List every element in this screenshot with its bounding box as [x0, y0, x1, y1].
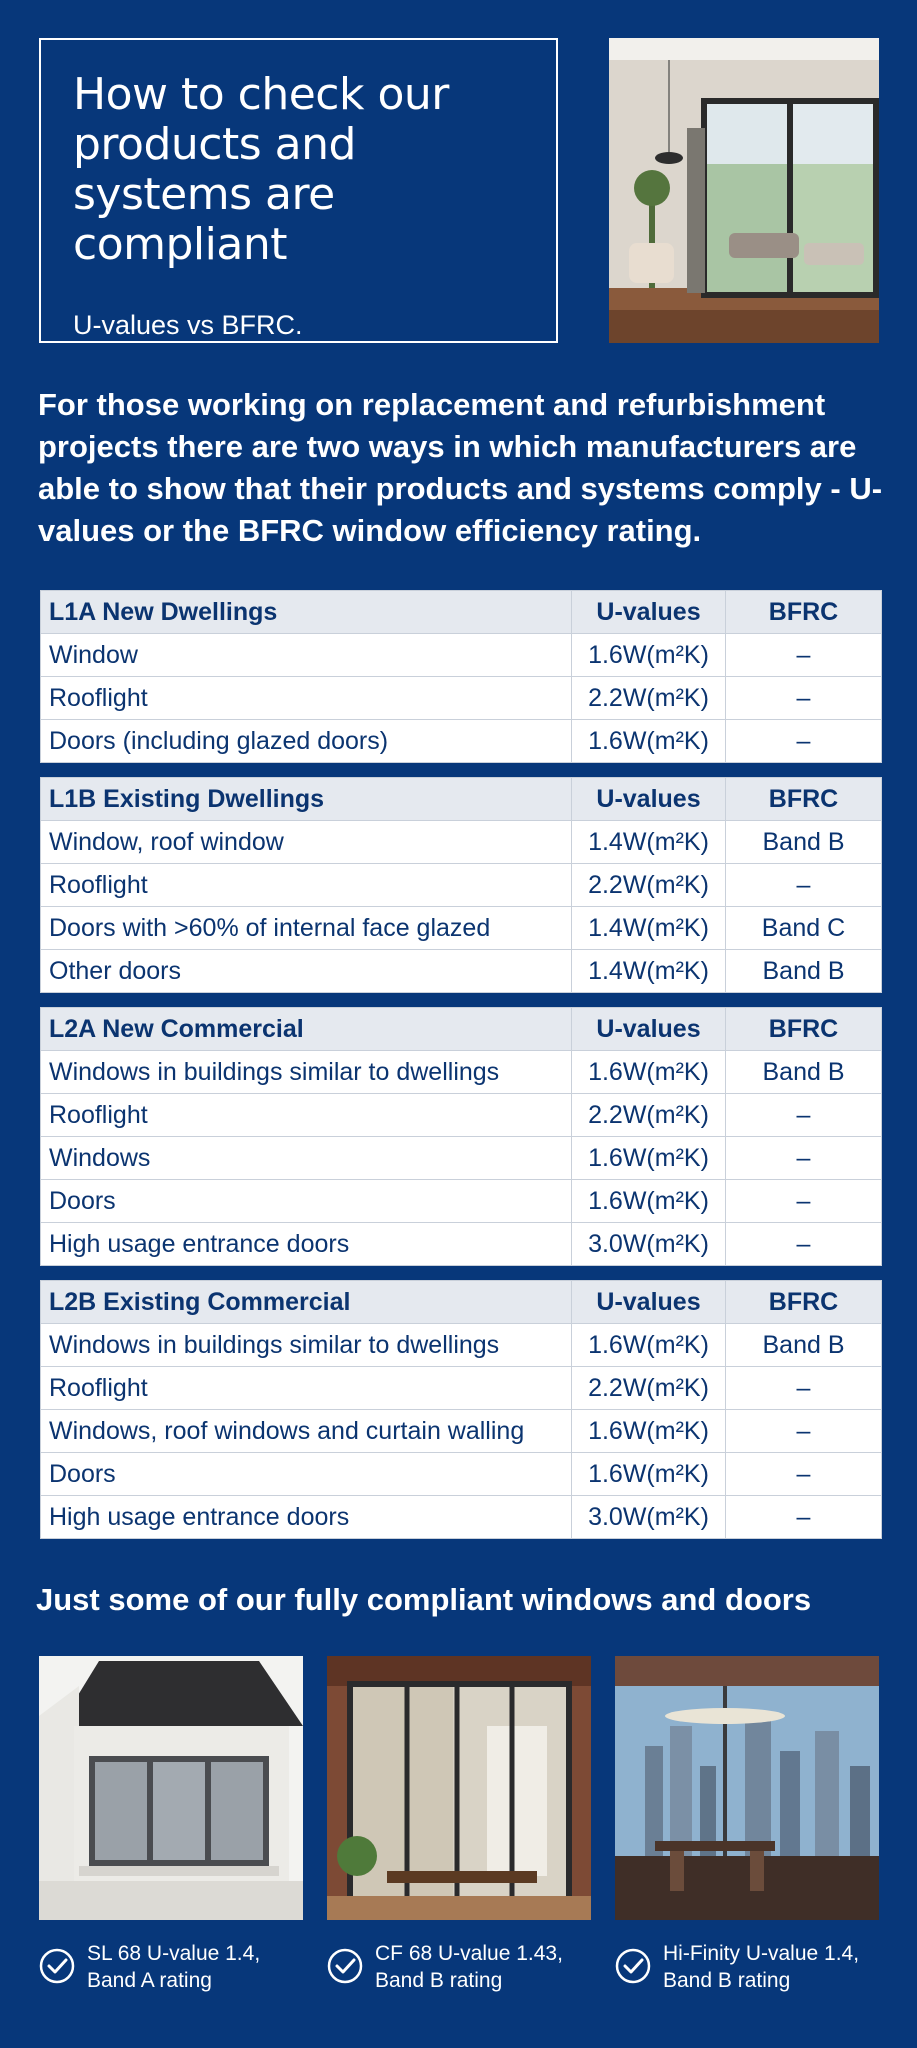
product-caption [39, 1940, 303, 1994]
product-card-sl68 [39, 1656, 303, 1994]
item-cell: Doors [41, 1453, 572, 1496]
table-row [41, 1137, 882, 1180]
item-cell: Windows in buildings similar to dwellings [41, 1324, 572, 1367]
bfrc-cell: – [726, 1367, 882, 1410]
table-row [41, 1223, 882, 1266]
item-cell: High usage entrance doors [41, 1223, 572, 1266]
bfrc-cell: – [726, 634, 882, 677]
item-cell: Doors (including glazed doors) [41, 720, 572, 763]
product-name-line: CF 68 U-value 1.43, [375, 1942, 563, 1965]
bfrc-cell: – [726, 677, 882, 720]
u-values-header: U-values [572, 1008, 726, 1051]
table-header-row [41, 778, 882, 821]
item-cell: Rooflight [41, 864, 572, 907]
bfrc-header: BFRC [726, 591, 882, 634]
table-row [41, 1051, 882, 1094]
item-cell: Window [41, 634, 572, 677]
check-circle-icon [39, 1948, 75, 1984]
bfrc-cell: – [726, 1496, 882, 1539]
table-row [41, 864, 882, 907]
bfrc-cell: Band B [726, 950, 882, 993]
product-photo-bay-window [39, 1656, 303, 1920]
u-value-cell: 1.6W(m²K) [572, 634, 726, 677]
table-heading: L1A New Dwellings [41, 591, 572, 634]
bfrc-cell: – [726, 1410, 882, 1453]
item-cell: Rooflight [41, 1367, 572, 1410]
product-caption [327, 1940, 591, 1994]
u-value-cell: 2.2W(m²K) [572, 677, 726, 720]
item-cell: High usage entrance doors [41, 1496, 572, 1539]
u-value-cell: 3.0W(m²K) [572, 1496, 726, 1539]
product-rating-line: Band B rating [375, 1969, 503, 1992]
u-value-cell: 1.6W(m²K) [572, 1180, 726, 1223]
u-values-header: U-values [572, 778, 726, 821]
item-cell: Rooflight [41, 1094, 572, 1137]
u-value-cell: 1.6W(m²K) [572, 720, 726, 763]
bfrc-cell: – [726, 864, 882, 907]
item-cell: Window, roof window [41, 821, 572, 864]
hero-photo-sliding-doors [609, 38, 879, 343]
bfrc-cell: Band B [726, 1324, 882, 1367]
item-cell: Doors [41, 1180, 572, 1223]
compliance-tables [40, 590, 881, 1553]
table-row [41, 1094, 882, 1137]
table-row [41, 1367, 882, 1410]
product-rating-line: Band A rating [87, 1969, 212, 1992]
u-values-header: U-values [572, 1281, 726, 1324]
bfrc-cell: – [726, 1094, 882, 1137]
table-row [41, 1180, 882, 1223]
table-l1b-existing-dwellings [40, 777, 882, 993]
u-value-cell: 2.2W(m²K) [572, 1367, 726, 1410]
page-title: How to check our products and systems are compliant [73, 69, 449, 270]
u-values-header: U-values [572, 591, 726, 634]
bfrc-cell: Band B [726, 821, 882, 864]
table-row [41, 634, 882, 677]
intro-paragraph: For those working on replacement and refurbishment projects there are two ways in which manufacturers are able to show that their products and systems comply - U-values or the BFRC window efficiency rating. [38, 387, 883, 548]
product-photo-city-view [615, 1656, 879, 1920]
bfrc-header: BFRC [726, 1008, 882, 1051]
bfrc-header: BFRC [726, 1281, 882, 1324]
bfrc-cell: Band C [726, 907, 882, 950]
table-heading: L2A New Commercial [41, 1008, 572, 1051]
u-value-cell: 3.0W(m²K) [572, 1223, 726, 1266]
u-value-cell: 1.6W(m²K) [572, 1453, 726, 1496]
table-heading: L1B Existing Dwellings [41, 778, 572, 821]
item-cell: Rooflight [41, 677, 572, 720]
table-header-row [41, 1008, 882, 1051]
u-value-cell: 1.6W(m²K) [572, 1051, 726, 1094]
bfrc-cell: – [726, 720, 882, 763]
item-cell: Windows [41, 1137, 572, 1180]
check-circle-icon [327, 1948, 363, 1984]
table-row [41, 720, 882, 763]
bfrc-cell: – [726, 1453, 882, 1496]
bfrc-cell: – [726, 1223, 882, 1266]
product-card-hi-finity [615, 1656, 879, 1994]
title-box [39, 38, 558, 343]
table-header-row [41, 1281, 882, 1324]
table-row [41, 1453, 882, 1496]
item-cell: Doors with >60% of internal face glazed [41, 907, 572, 950]
table-l2a-new-commercial [40, 1007, 882, 1266]
u-value-cell: 1.6W(m²K) [572, 1410, 726, 1453]
table-row [41, 1496, 882, 1539]
page-subtitle: U-values vs BFRC. [73, 310, 303, 340]
item-cell: Windows in buildings similar to dwellings [41, 1051, 572, 1094]
bfrc-header: BFRC [726, 778, 882, 821]
u-value-cell: 2.2W(m²K) [572, 1094, 726, 1137]
table-row [41, 677, 882, 720]
u-value-cell: 1.6W(m²K) [572, 1137, 726, 1180]
product-caption [615, 1940, 879, 1994]
products-heading: Just some of our fully compliant windows and doors [36, 1582, 812, 1617]
product-photo-bifold-doors [327, 1656, 591, 1920]
check-circle-icon [615, 1948, 651, 1984]
bfrc-cell: – [726, 1137, 882, 1180]
u-value-cell: 1.4W(m²K) [572, 950, 726, 993]
product-rating-line: Band B rating [663, 1969, 791, 1992]
u-value-cell: 1.4W(m²K) [572, 821, 726, 864]
table-row [41, 950, 882, 993]
table-row [41, 821, 882, 864]
u-value-cell: 1.6W(m²K) [572, 1324, 726, 1367]
table-l1a-new-dwellings [40, 590, 882, 763]
table-row [41, 1324, 882, 1367]
product-name-line: Hi-Finity U-value 1.4, [663, 1942, 860, 1965]
table-row [41, 907, 882, 950]
item-cell: Other doors [41, 950, 572, 993]
bfrc-cell: Band B [726, 1051, 882, 1094]
item-cell: Windows, roof windows and curtain walling [41, 1410, 572, 1453]
product-card-cf68 [327, 1656, 591, 1994]
u-value-cell: 2.2W(m²K) [572, 864, 726, 907]
table-header-row [41, 591, 882, 634]
product-name-line: SL 68 U-value 1.4, [87, 1942, 261, 1965]
u-value-cell: 1.4W(m²K) [572, 907, 726, 950]
table-heading: L2B Existing Commercial [41, 1281, 572, 1324]
table-l2b-existing-commercial [40, 1280, 882, 1539]
bfrc-cell: – [726, 1180, 882, 1223]
table-row [41, 1410, 882, 1453]
